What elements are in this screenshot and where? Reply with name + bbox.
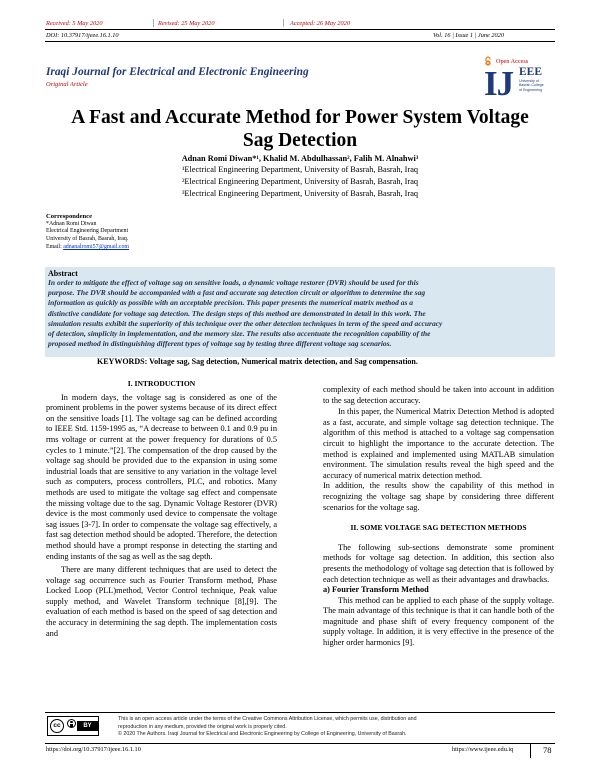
license-line: This is an open access article under the terms of the Creative Commons Attribution License, which permits use, distribution and <box>118 716 417 722</box>
footer-site-link[interactable]: https://www.ijeee.edu.iq <box>452 746 514 753</box>
paper-title-line1: A Fast and Accurate Method for Power System Voltage <box>71 107 529 128</box>
section-heading-introduction: I. INTRODUCTION <box>127 379 196 388</box>
logo-eee: EEE <box>519 66 543 78</box>
footer-rule <box>45 712 555 713</box>
body-paragraph: The following sub-sections demonstrate some prominent methods for voltage sag detection. In addition, this section also presents the methodology of voltage sag detection that is followed by each detection technique as well as their advantages and drawbacks. <box>323 542 554 584</box>
open-access-label: Open Access <box>496 57 529 65</box>
paper-title-line2: Sag Detection <box>242 130 358 151</box>
header-separator: | <box>283 18 285 27</box>
abstract-line: simulation results exhibit the superiority of this technique over the other detection techniques in term of the speed and accuracy <box>48 318 443 328</box>
affiliation-1: ¹Electrical Engineering Department, University of Basrah, Basrah, Iraq <box>181 165 419 174</box>
by-label: BY <box>77 721 98 731</box>
logo-subtext: University of Basrah College of Engineering <box>519 79 544 92</box>
correspondence-email-row <box>46 244 129 252</box>
abstract-line: proposed method in distinguishing different types of voltage sag by testing three different voltage sag scenarios. <box>48 339 392 349</box>
cc-icon: cc <box>50 719 64 733</box>
email-label: Email: <box>46 243 64 250</box>
footer-separator <box>530 744 531 758</box>
author-list: Adnan Romi Diwan*¹, Khalid M. Abdulhassan², Falih M. Alnahwi³ <box>181 154 419 163</box>
right-column <box>323 385 554 649</box>
body-paragraph: complexity of each method should be taken into account in addition to the sag detection accuracy. <box>323 385 554 405</box>
subsection-heading-fourier: a) Fourier Transform Method <box>323 585 429 595</box>
abstract-text <box>48 278 552 349</box>
abstract-line: of detection, simplicity in implementation, and the memory size. The results also accentuate the recognition capability of the <box>48 329 431 339</box>
correspondence-heading: Correspondence <box>46 213 93 220</box>
logo-ij: IJ <box>484 64 514 103</box>
footer-doi-link[interactable]: https://doi.org/10.37917/ijeee.16.1.10 <box>46 746 141 753</box>
header-doi: DOI: 10.37917/ijeee.16.1.10 <box>46 32 119 39</box>
license-line: reproduction in any medium, provided the original work is properly cited. <box>118 723 287 730</box>
article-type: Original Article <box>46 81 88 88</box>
volume-info: Vol. 16 | Issue 1 | June 2020 <box>433 32 504 39</box>
body-paragraph: In addition, the results show the capability of this method in recognizing the voltage sag shape by considering three different scenarios for the voltage sag. <box>323 481 554 512</box>
page-number: 78 <box>543 745 552 755</box>
correspondence-name: *Adnan Romi Diwan <box>46 220 97 227</box>
keywords: KEYWORDS: Voltage sag, Sag detection, Numerical matrix detection, and Sag compensation. <box>97 357 418 366</box>
correspondence-dept: Electrical Engineering Department <box>46 228 129 235</box>
license-text <box>118 716 417 739</box>
cc-by-badge[interactable] <box>47 716 99 736</box>
abstract-line: In order to mitigate the effect of voltage sag on sensitive loads, a dynamic voltage restorer (DVR) should be used for this <box>48 278 419 287</box>
body-paragraph: In this paper, the Numerical Matrix Detection Method is adopted as a fast, accurate, and simple voltage sag detection technique. The algorithm of this method is attached to a voltage sag compensation circuit to highlight the importance to the accurate detection. The method is explained and implemented using MATLAB simulation environment. The simulation results reveal the high speed and the accuracy of numerical matrix detection method. <box>323 407 554 480</box>
accepted-date: Accepted: 26 May 2020 <box>290 20 350 27</box>
journal-logo <box>484 64 547 104</box>
header-rule <box>45 41 555 42</box>
email-link[interactable]: adnanalromi57@gmail.com <box>63 243 129 250</box>
abstract-line: purpose. The DVR should be accompanied with a fast and accurate sag detection circuit or algorithm to determine the sag <box>48 288 426 298</box>
abstract-line: distinctive candidate for voltage sag detection. The design steps of this method are demonstrated in detail in this work. The <box>48 308 426 318</box>
body-paragraph: This method can be applied to each phase of the supply voltage. The main advantage of this technique is that it can handle both of the magnitude and phase shift of every frequency component of the supply voltage. In addition, it is very effective in the presence of the higher order harmonics [9]. <box>323 595 554 648</box>
affiliation-2: ²Electrical Engineering Department, University of Basrah, Basrah, Iraq <box>181 177 419 186</box>
journal-name: Iraqi Journal for Electrical and Electronic Engineering <box>46 66 309 78</box>
section-heading-methods: II. SOME VOLTAGE SAG DETECTION METHODS <box>350 523 527 533</box>
left-column <box>46 379 277 639</box>
person-icon <box>67 719 76 728</box>
abstract-box <box>45 267 555 357</box>
revised-date: Revised: 25 May 2020 <box>158 20 215 27</box>
abstract-line: information as quickly as possible with an acceptable precision. This paper presents the numerical matrix method as a <box>48 298 414 308</box>
affiliation-3: ³Electrical Engineering Department, University of Basrah, Basrah, Iraq <box>181 189 419 198</box>
body-paragraph: In modern days, the voltage sag is considered as one of the prominent problems in the power systems because of its direct effect on the sensitive loads [1]. The voltage sag can be defined according to IEEE Std. 1159-1995 as, “A decrease to between 0.1 and 0.9 pu in rms voltage or current at the power frequency for durations of 0.5 cycles to 1 minute.”[2]. The compensation of the drop caused by the voltage sag should be provided due to the expansion in using some industrial loads that are sensitive to any variation in the voltage level such as computers, process controllers, PLC, and robotics. Many methods are used to mitigate the voltage sag effect and compensate the missing voltage due to the sag. Dynamic Voltage Restorer (DVR) device is the most commonly used device to compensate the voltage sag issues [3-7]. In order to compensate the voltage sag effectively, a fast sag detection method should be adopted. Therefore, the detection method should have a prompt response in detecting the starting and ending instants of the sag as well as the sag depth. <box>46 392 277 561</box>
person-icon-body <box>70 724 73 727</box>
abstract-heading: Abstract <box>48 269 78 278</box>
header-separator: | <box>153 18 155 27</box>
correspondence-univ: University of Basrah, Basrah, Iraq. <box>46 236 129 243</box>
received-date: Received: 5 May 2020 <box>46 20 103 27</box>
footer-rule <box>45 743 555 744</box>
license-line: © 2020 The Authors. Iraqi Journal for Electrical and Electronic Engineering by College of Engineering, University of Basrah. <box>118 731 407 738</box>
body-paragraph: There are many different techniques that are used to detect the voltage sag occurrence such as Fourier Transform method, Phase Locked Loop (PLL)method, Vector Control technique, Peak value supply method, and Wavelet Transform technique [8],[9]. The evaluation of each method is based on the speed of sag detection and the accuracy in determining the sag depth. The implementation costs and <box>46 565 277 638</box>
correspondence-block <box>46 213 129 252</box>
header-rule <box>45 29 555 30</box>
